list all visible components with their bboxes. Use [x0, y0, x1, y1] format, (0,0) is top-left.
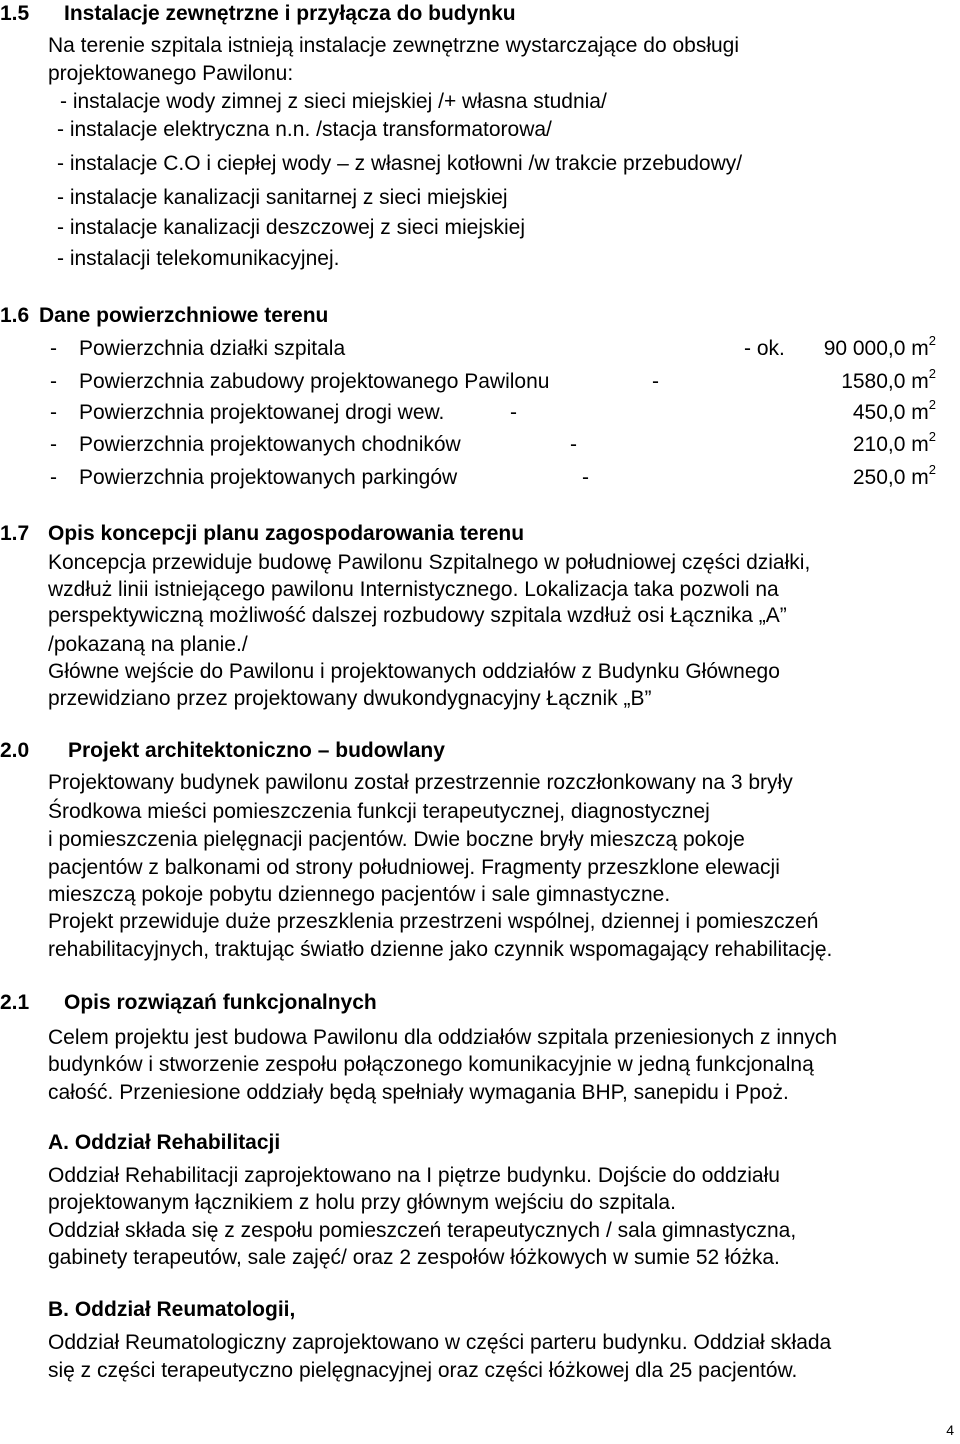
section-title: Instalacje zewnętrzne i przyłącza do budynku	[64, 2, 516, 25]
row-label: Powierzchnia projektowanej drogi wew.	[79, 401, 445, 424]
row-bullet: -	[50, 401, 57, 424]
section-number: 1.5	[0, 2, 30, 25]
page-number: 4	[946, 1422, 954, 1438]
row-bullet: -	[50, 433, 57, 456]
paragraph-line: Oddział Reumatologiczny zaprojektowano w części parteru budynku. Oddział składa	[48, 1331, 832, 1354]
row-label: Powierzchnia działki szpitala	[79, 337, 346, 360]
paragraph-line: /pokazaną na planie./	[48, 633, 248, 656]
row-value: 1580,0 $m^2$	[841, 366, 936, 393]
row-value: 210,0 $m^2$	[852, 429, 936, 456]
row-label: Powierzchnia zabudowy projektowanego Pawilonu	[79, 370, 550, 393]
paragraph-line: pacjentów z balkonami od strony południowej. Fragmenty przeszklone elewacji	[48, 856, 780, 879]
section-title: Opis koncepcji planu zagospodarowania terenu	[48, 522, 525, 545]
row-separator: -	[582, 466, 589, 489]
paragraph-line: się z części terapeutyczno pielęgnacyjnej oraz części łóżkowej dla 25 pacjentów.	[48, 1359, 798, 1382]
row-label: Powierzchnia projektowanych chodników	[79, 433, 461, 456]
paragraph-line: Celem projektu jest budowa Pawilonu dla oddziałów szpitala przeniesionych z innych	[48, 1026, 838, 1049]
section-number: 1.7	[0, 522, 30, 545]
paragraph-line: Oddział Rehabilitacji zaprojektowano na I piętrze budynku. Dojście do oddziału	[48, 1164, 780, 1187]
row-separator: -	[570, 433, 577, 456]
list-item: - instalacje kanalizacji deszczowej z sieci miejskiej	[57, 216, 525, 239]
paragraph-line: Projektowany budynek pawilonu został przestrzennie rozczłonkowany na 3 bryły	[48, 771, 793, 794]
row-bullet: -	[50, 337, 57, 360]
paragraph-line: perspektywiczną możliwość dalszej rozbudowy szpitala wzdłuż osi Łącznika „A”	[48, 604, 787, 627]
section-title: Projekt architektoniczno – budowlany	[68, 739, 445, 762]
paragraph-line: budynków i stworzenie zespołu połączonego komunikacyjnie w jedną funkcjonalną	[48, 1053, 814, 1076]
section-number: 2.1	[0, 991, 30, 1014]
row-value: 450,0 $m^2$	[852, 397, 936, 424]
list-item: - instalacje C.O i ciepłej wody – z własnej kotłowni /w trakcie przebudowy/	[57, 152, 743, 175]
paragraph-line: wzdłuż linii istniejącego pawilonu Internistycznego. Lokalizacja taka pozwoli na	[48, 578, 779, 601]
paragraph-line: Oddział składa się z zespołu pomieszczeń terapeutycznych / sala gimnastyczna,	[48, 1219, 797, 1242]
section-2-1-heading	[0, 990, 377, 1016]
subsection-a-title: A. Oddział Rehabilitacji	[48, 1131, 281, 1154]
row-separator: -	[652, 370, 659, 393]
row-bullet: -	[50, 466, 57, 489]
paragraph-line: Główne wejście do Pawilonu i projektowanych oddziałów z Budynku Głównego	[48, 660, 780, 683]
section-title: Opis rozwiązań funkcjonalnych	[64, 991, 377, 1014]
list-item: - instalacje elektryczna n.n. /stacja transformatorowa/	[57, 118, 552, 141]
section-title: Dane powierzchniowe terenu	[39, 304, 329, 327]
row-separator: - ok.	[744, 337, 785, 360]
row-label: Powierzchnia projektowanych parkingów	[79, 466, 458, 489]
list-item: - instalacji telekomunikacyjnej.	[57, 247, 340, 270]
paragraph-line: mieszczą pokoje pobytu dziennego pacjentów i sale gimnastyczne.	[48, 883, 671, 906]
row-value: 250,0 $m^2$	[852, 462, 936, 489]
row-bullet: -	[50, 370, 57, 393]
paragraph-line: projektowanego Pawilonu:	[48, 62, 294, 85]
paragraph-line: Środkowa mieści pomieszczenia funkcji terapeutycznej, diagnostycznej	[48, 800, 710, 823]
section-2-0-heading	[0, 738, 445, 764]
paragraph-line: gabinety terapeutów, sale zajęć/ oraz 2 zespołów łóżkowych w sumie 52 łóżka.	[48, 1246, 780, 1269]
row-value: 90 000,0 $m^2$	[823, 333, 936, 360]
paragraph-line: rehabilitacyjnych, traktując światło dzienne jako czynnik wspomagający rehabilitację.	[48, 938, 833, 961]
subsection-b-title: B. Oddział Reumatologii,	[48, 1298, 296, 1321]
section-number: 1.6	[0, 304, 30, 327]
section-number: 2.0	[0, 739, 30, 762]
paragraph-line: i pomieszczenia pielęgnacji pacjentów. Dwie boczne bryły mieszczą pokoje	[48, 828, 745, 851]
list-item: - instalacje kanalizacji sanitarnej z sieci miejskiej	[57, 186, 508, 209]
section-1-7-heading	[0, 521, 525, 547]
paragraph-line: Na terenie szpitala istnieją instalacje zewnętrzne wystarczające do obsługi	[48, 34, 740, 57]
paragraph-line: przewidziano przez projektowany dwukondygnacyjny Łącznik „B”	[48, 687, 652, 710]
paragraph-line: Koncepcja przewiduje budowę Pawilonu Szpitalnego w południowej części działki,	[48, 551, 811, 574]
paragraph-line: Projekt przewiduje duże przeszklenia przestrzeni wspólnej, dziennej i pomieszczeń	[48, 910, 819, 933]
list-item: - instalacje wody zimnej z sieci miejskiej /+ własna studnia/	[60, 90, 607, 113]
paragraph-line: całość. Przeniesione oddziały będą spełniały wymagania BHP, sanepidu i Ppoż.	[48, 1081, 789, 1104]
section-1-6-heading	[0, 303, 329, 329]
paragraph-line: projektowanym łącznikiem z holu przy głównym wejściu do szpitala.	[48, 1191, 676, 1214]
row-separator: -	[510, 401, 517, 424]
section-1-5-heading	[0, 1, 516, 27]
